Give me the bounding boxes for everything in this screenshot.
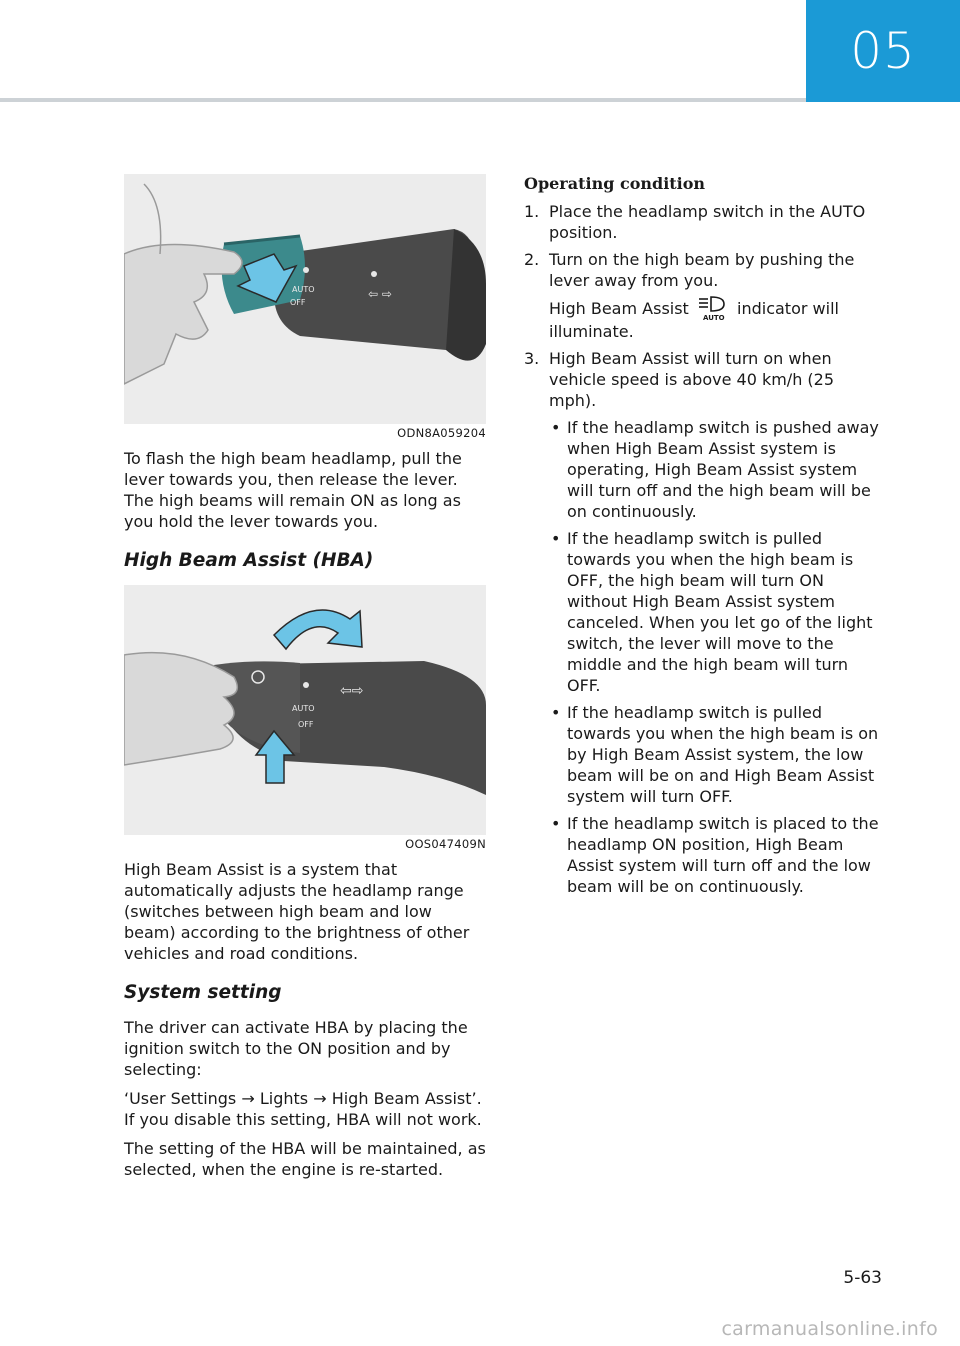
page-number: 5-63 xyxy=(843,1268,882,1288)
lever-label-auto: AUTO xyxy=(292,285,315,294)
step-number: 3. xyxy=(524,349,540,368)
lever-label-off-2: OFF xyxy=(298,720,314,729)
bullet-dot: • xyxy=(551,529,561,548)
lever-label-off: OFF xyxy=(290,298,306,307)
bullet-dot: • xyxy=(551,418,561,437)
left-column xyxy=(124,174,486,1180)
bullet-text: If the headlamp switch is pulled towards you when the high beam is OFF, the high beam will turn ON without High Beam Assist system canceled. When you let go of the light switch, the lever will move to the middle and the high beam will turn OFF. xyxy=(567,529,873,695)
bullet-text: If the headlamp switch is pulled towards you when the high beam is on by High Beam Assist system, the low beam will be on and High Beam Assist system will turn OFF. xyxy=(567,703,879,806)
step-text: High Beam Assist will turn on when vehicle speed is above 40 km/h (25 mph). xyxy=(549,349,835,410)
chapter-tab: 05 xyxy=(806,0,960,102)
figure-hba-lever xyxy=(124,585,486,835)
bullet-dot: • xyxy=(551,814,561,833)
step-number: 1. xyxy=(524,202,540,221)
step-3 xyxy=(524,348,884,411)
indicator-before-text: High Beam Assist xyxy=(549,299,689,318)
setting-paragraph-1: The driver can activate HBA by placing the ignition switch to the ON position and by selecting: xyxy=(124,1018,468,1079)
svg-text:⇦⇨: ⇦⇨ xyxy=(340,683,364,699)
hba-description: High Beam Assist is a system that automatically adjusts the headlamp range (switches between high beam and low beam) according to the brightness of other vehicles and road conditions. xyxy=(124,860,470,963)
bullet-text: If the headlamp switch is placed to the headlamp ON position, High Beam Assist system will turn off and the low beam will be on continuously. xyxy=(567,814,879,896)
high-beam-assist-icon xyxy=(696,295,730,321)
svg-text:⇦ ⇨: ⇦ ⇨ xyxy=(368,287,392,301)
lever-label-auto-2: AUTO xyxy=(292,704,315,713)
hba-icon-label: AUTO xyxy=(702,314,725,321)
watermark[interactable]: carmanualsonline.info xyxy=(721,1318,938,1340)
figure-code: OOS047409N xyxy=(405,837,486,851)
setting-paragraph-3: The setting of the HBA will be maintained, as selected, when the engine is re-started. xyxy=(124,1139,486,1179)
bullet-text: If the headlamp switch is pushed away when High Beam Assist system is operating, High Beam Assist system will turn off and the high beam will be on continuously. xyxy=(567,418,879,521)
lever-pull-illustration xyxy=(124,174,486,424)
figure-flash-high-beam xyxy=(124,174,486,424)
step-2 xyxy=(524,249,884,291)
right-column xyxy=(524,174,884,903)
setting-paragraph-2: ‘User Settings → Lights → High Beam Assist’. If you disable this setting, HBA will not work. xyxy=(124,1089,482,1129)
system-setting-heading: System setting xyxy=(124,982,282,1003)
bullet-item xyxy=(524,417,884,522)
header-rule xyxy=(0,98,806,102)
bullet-item xyxy=(524,813,884,897)
step-number: 2. xyxy=(524,250,540,269)
hba-heading: High Beam Assist (HBA) xyxy=(124,550,374,571)
step-text: Turn on the high beam by pushing the lever away from you. xyxy=(549,250,855,290)
step-1 xyxy=(524,201,884,243)
lever-rotate-illustration xyxy=(124,585,486,835)
operating-condition-heading: Operating condition xyxy=(524,174,706,193)
flash-paragraph: To flash the high beam headlamp, pull the lever towards you, then release the lever. The high beams will remain ON as long as you hold the lever towards you. xyxy=(124,449,462,531)
bullet-dot: • xyxy=(551,703,561,722)
bullet-item xyxy=(524,528,884,696)
indicator-after-text: indicator will illuminate. xyxy=(549,299,839,341)
figure-code: ODN8A059204 xyxy=(397,426,486,440)
indicator-note xyxy=(524,295,884,342)
step-text: Place the headlamp switch in the AUTO position. xyxy=(549,202,866,242)
bullet-item xyxy=(524,702,884,807)
